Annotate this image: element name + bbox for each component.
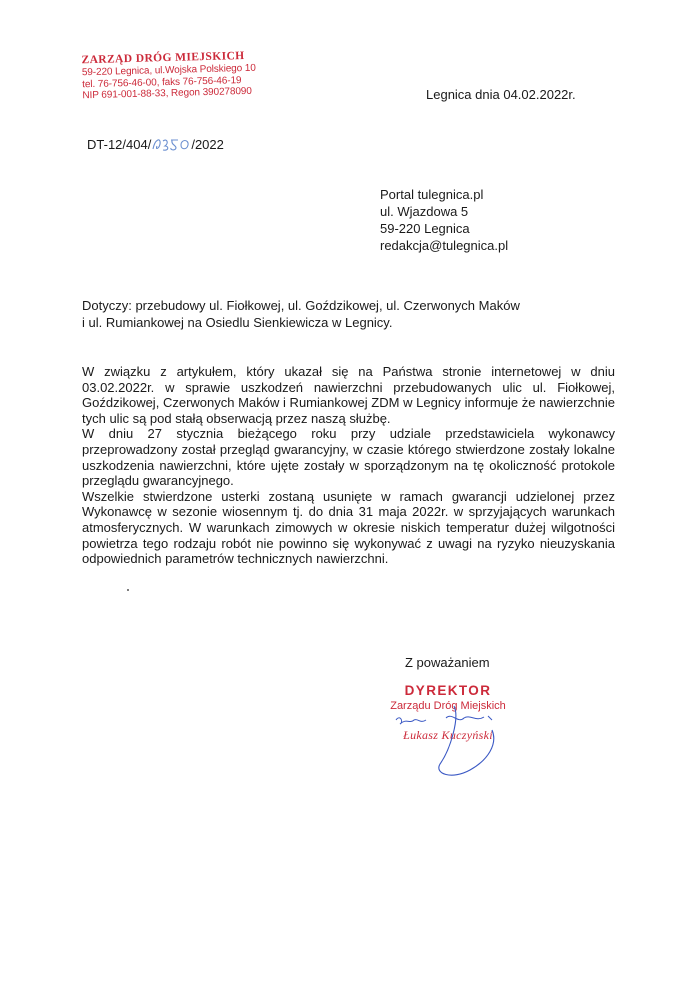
subject [82,297,622,331]
subject-line: Dotyczy: przebudowy ul. Fiołkowej, ul. Goździkowej, ul. Czerwonych Maków [82,298,520,313]
closing-salutation: Z poważaniem [405,655,490,670]
handwritten-reference-number [151,135,191,153]
recipient-email: redakcja@tulegnica.pl [380,238,509,253]
letter-date: Legnica dnia 04.02.2022r. [426,87,576,102]
reference-suffix: /2022 [191,137,224,152]
stamp-ids: NIP 691-001-88-33, Regon 390278090 [82,85,252,102]
signature-org: Zarządu Dróg Miejskich [390,700,506,712]
reference-number [87,135,224,153]
signature-title: DYREKTOR [404,683,492,698]
stamp-address: 59-220 Legnica, ul.Wojska Polskiego 10 [81,62,256,79]
sender-stamp [81,50,256,102]
handwritten-signature [380,700,530,790]
stamp-org-name: ZARZĄD DRÓG MIEJSKICH [81,50,245,67]
body-paragraph: W dniu 27 stycznia bieżącego roku przy udziale przedstawiciela wykonawcy przeprowadzony został przegląd gwarancyjny, w czasie którego stwierdzone zostały lokalne uszkodzenia nawierzchni, które ujęte zostały w sporządzonym na tę okoliczność protokole przeglądu gwarancyjnego. [82,426,615,489]
subject-line: i ul. Rumiankowej na Osiedlu Sienkiewicza w Legnicy. [82,315,393,330]
recipient-address [380,186,508,254]
letter-body [82,364,615,567]
stray-mark [127,589,129,591]
stamp-phone: tel. 76-756-46-00, faks 76-756-46-19 [82,74,242,90]
recipient-line: 59-220 Legnica [380,221,470,236]
recipient-line: ul. Wjazdowa 5 [380,204,469,219]
recipient-line: Portal tulegnica.pl [380,187,484,202]
signature-name: Łukasz Kuczyński [403,728,493,742]
body-paragraph: W związku z artykułem, który ukazał się na Państwa stronie internetowej w dniu 03.02.2022r. w sprawie uszkodzeń nawierzchni przebudowanych ulic ul. Fiołkowej, Goździkowej, Czerwonych Maków i Rumiankowej ZDM w Legnicy informuje że nawierzchnie tych ulic są pod stałą obserwacją przez naszą służbę. [82,364,615,426]
body-paragraph: Wszelkie stwierdzone usterki zostaną usunięte w ramach gwarancji udzielonej przez Wykonawcę w sezonie wiosennym tj. do dnia 31 maja 2022r. w sprzyjających warunkach atmosferycznych. W warunkach zimowych w okresie niskich temperatur dużej wilgotności powietrza tego rodzaju robót nie powinno się wykonywać z uwagi na ryzyko nieuzyskania odpowiednich parametrów technicznych nawierzchni. [82,488,615,567]
reference-prefix: DT-12/404/ [87,137,152,152]
